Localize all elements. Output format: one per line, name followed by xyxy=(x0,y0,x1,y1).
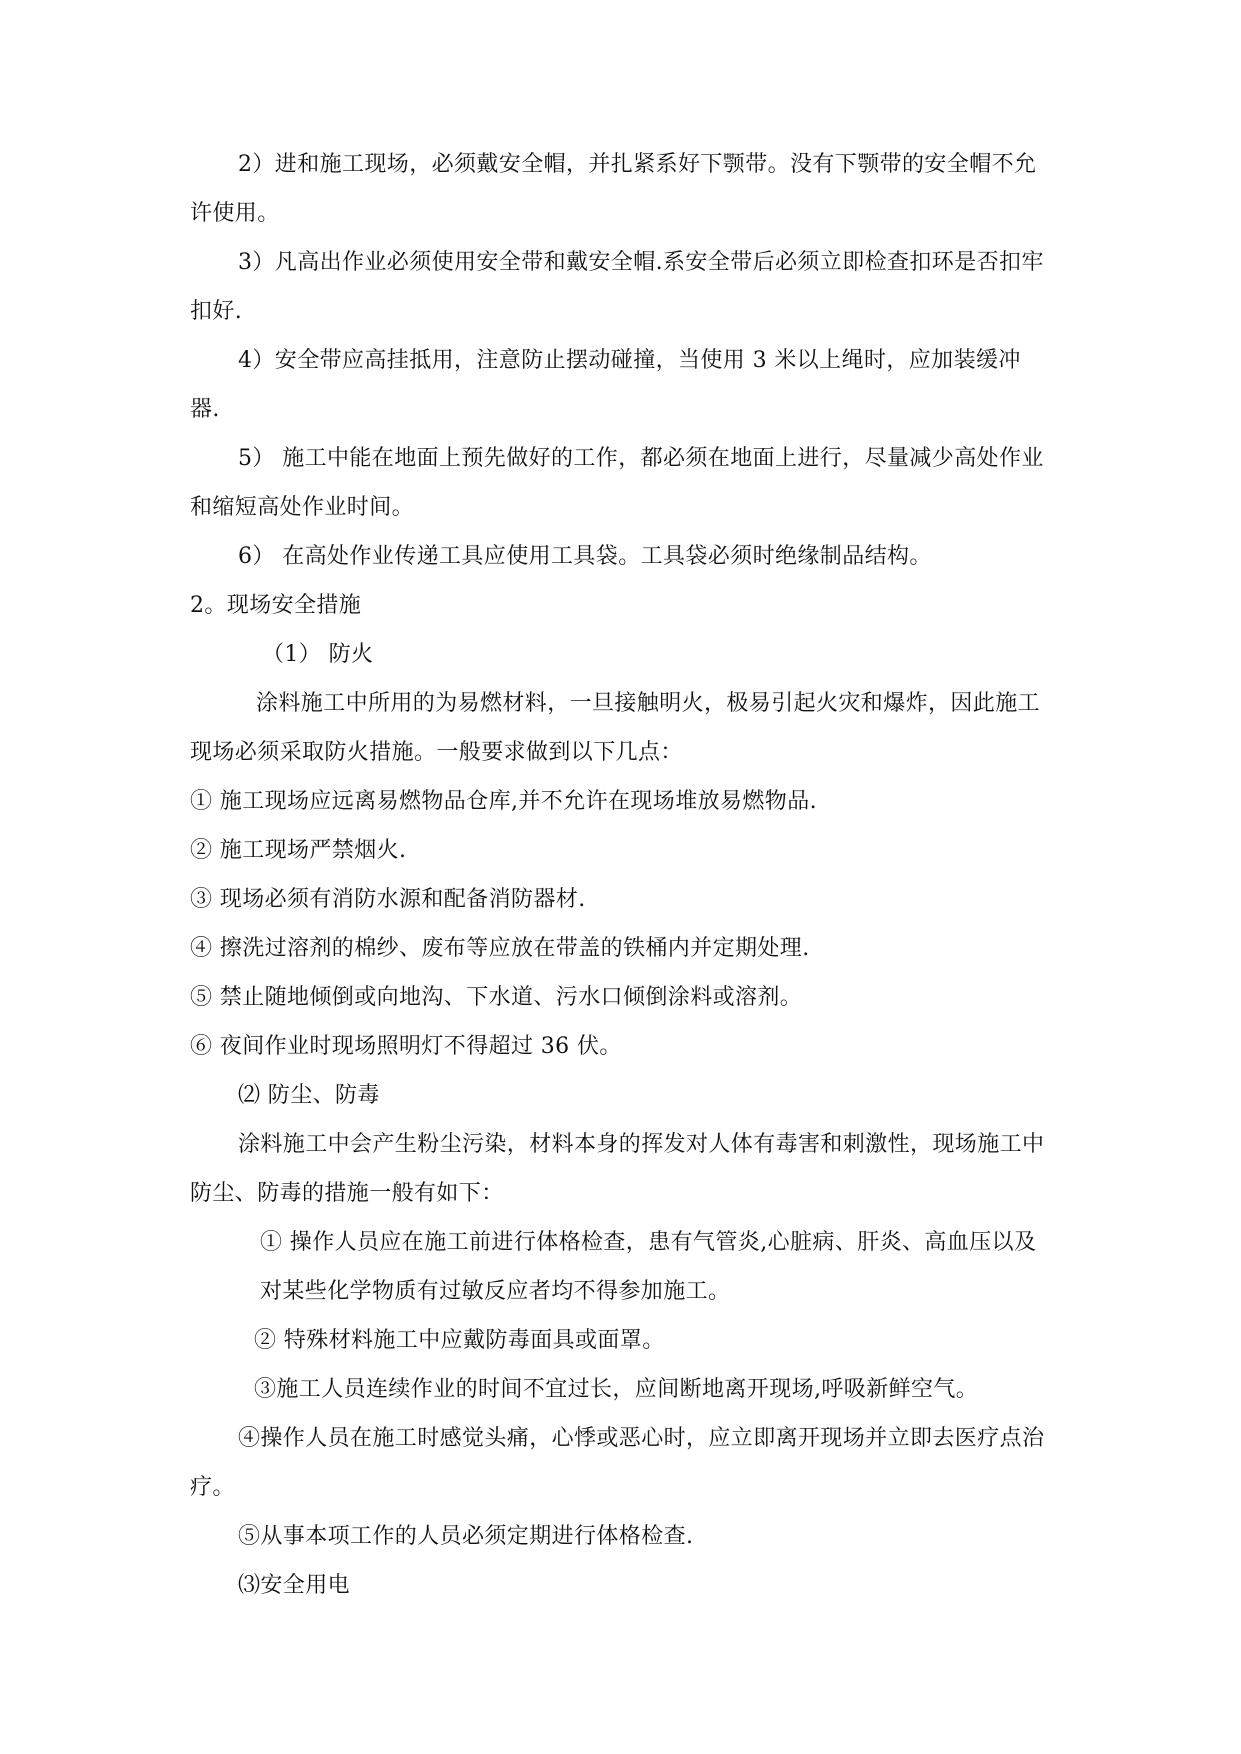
section-heading-site-safety: 2。现场安全措施 xyxy=(190,593,362,618)
paragraph-dust-intro: 涂料施工中会产生粉尘污染，材料本身的挥发对人体有毒害和刺激性，现场施工中防尘、防毒的措施一般有如下： xyxy=(190,1132,1045,1206)
list-item-fire-2: ② 施工现场严禁烟火. xyxy=(190,838,407,863)
list-item-dust-4: ④操作人员在施工时感觉头痛，心悸或恶心时，应立即离开现场并立即去医疗点治疗。 xyxy=(190,1426,1045,1500)
subsection-heading-electrical-safety: ⑶安全用电 xyxy=(238,1573,351,1598)
list-item-fire-6: ⑥ 夜间作业时现场照明灯不得超过 36 伏。 xyxy=(190,1034,622,1059)
subsection-heading-fire-prevention: （1） 防火 xyxy=(262,642,374,667)
paragraph-hang-high-rule: 4）安全带应高挂抵用，注意防止摆动碰撞，当使用 3 米以上绳时，应加装缓冲器. xyxy=(190,348,1021,422)
list-item-dust-5: ⑤从事本项工作的人员必须定期进行体格检查. xyxy=(238,1524,694,1549)
paragraph-helmet-rule: 2）进和施工现场，必须戴安全帽，并扎紧系好下颚带。没有下颚带的安全帽不允许使用。 xyxy=(190,152,1037,226)
paragraph-ground-work-rule: 5） 施工中能在地面上预先做好的工作，都必须在地面上进行，尽量减少高处作业和缩短高处作业时间。 xyxy=(190,446,1044,520)
subsection-heading-dust-toxic: ⑵ 防尘、防毒 xyxy=(238,1083,380,1108)
list-item-fire-1: ① 施工现场应远离易燃物品仓库,并不允许在现场堆放易燃物品. xyxy=(190,789,817,814)
list-item-dust-1: ① 操作人员应在施工前进行体格检查，患有气管炎,心脏病、肝炎、高血压以及对某些化学物质有过敏反应者均不得参加施工。 xyxy=(260,1230,1037,1304)
paragraph-safety-belt-rule: 3）凡高出作业必须使用安全带和戴安全帽.系安全带后必须立即检查扣环是否扣牢扣好. xyxy=(190,250,1044,324)
list-item-fire-5: ⑤ 禁止随地倾倒或向地沟、下水道、污水口倾倒涂料或溶剂。 xyxy=(190,985,803,1010)
paragraph-tool-bag-rule: 6） 在高处作业传递工具应使用工具袋。工具袋必须时绝缘制品结构。 xyxy=(238,544,932,569)
list-item-dust-2: ② 特殊材料施工中应戴防毒面具或面罩。 xyxy=(254,1328,665,1353)
paragraph-fire-intro: 涂料施工中所用的为易燃材料，一旦接触明火，极易引起火灾和爆炸，因此施工现场必须采取防火措施。一般要求做到以下几点： xyxy=(190,691,1041,765)
list-item-fire-4: ④ 擦洗过溶剂的棉纱、废布等应放在带盖的铁桶内并定期处理. xyxy=(190,936,810,961)
list-item-dust-3: ③施工人员连续作业的时间不宜过长，应间断地离开现场,呼吸新鲜空气。 xyxy=(254,1377,979,1402)
document-body xyxy=(190,140,1050,1610)
list-item-fire-3: ③ 现场必须有消防水源和配备消防器材. xyxy=(190,887,586,912)
